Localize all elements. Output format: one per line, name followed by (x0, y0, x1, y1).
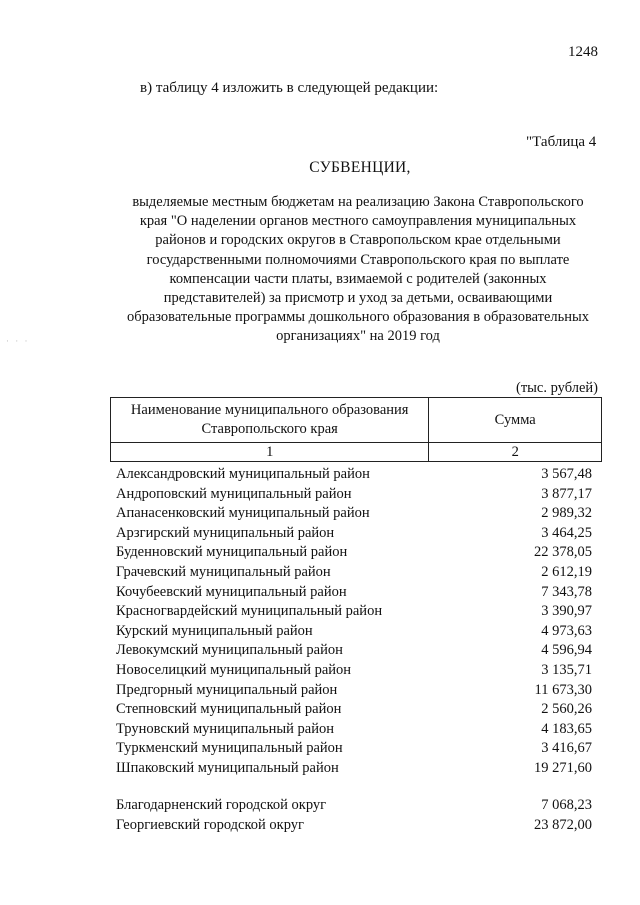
units-label: (тыс. рублей) (516, 380, 598, 396)
row-sum: 23 872,00 (534, 816, 592, 833)
subtitle-line: государственными полномочиями Ставропольского края по выплате (146, 251, 570, 268)
document-subtitle (110, 193, 606, 347)
row-sum: 3 464,25 (541, 524, 592, 541)
intro-text: в) таблицу 4 изложить в следующей редакции: (140, 80, 439, 96)
table-row (116, 563, 592, 583)
table-row (116, 465, 592, 485)
table-row (116, 485, 592, 505)
row-name: Красногвардейский муниципальный район (116, 603, 383, 620)
row-sum: 7 068,23 (541, 797, 592, 813)
subtitle-line: компенсации части платы, взимаемой с родителей (законных (169, 270, 547, 287)
row-name: Труновский муниципальный район (116, 720, 334, 737)
table-row (116, 796, 592, 816)
table-row (116, 622, 592, 642)
table-label: "Таблица 4 (526, 134, 597, 150)
row-sum: 22 378,05 (534, 544, 592, 561)
table-row (116, 661, 592, 681)
row-name: Предгорный муниципальный район (116, 681, 338, 698)
table-row (116, 739, 592, 759)
scan-margin-mark: · · · (6, 336, 30, 346)
row-name: Апанасенковский муниципальный район (116, 505, 370, 522)
page-number: 1248 (568, 44, 598, 60)
row-sum: 4 596,94 (541, 642, 592, 659)
row-name: Курский муниципальный район (116, 622, 313, 639)
row-sum: 3 567,48 (541, 466, 592, 482)
column-number-2: 2 (429, 443, 602, 462)
row-name: Грачевский муниципальный район (116, 563, 331, 580)
city-districts-list (116, 796, 592, 835)
document-title: СУБВЕНЦИИ, (309, 159, 411, 176)
row-name: Степновский муниципальный район (116, 701, 342, 718)
subtitle-line: организациях" на 2019 год (276, 328, 440, 345)
row-sum: 2 560,26 (541, 701, 592, 718)
row-name: Андроповский муниципальный район (116, 485, 352, 502)
table-row (116, 543, 592, 563)
row-sum: 3 390,97 (541, 603, 592, 620)
row-sum: 11 673,30 (534, 681, 592, 698)
row-name: Александровский муниципальный район (116, 466, 370, 482)
table-row (116, 524, 592, 544)
table-header (110, 397, 602, 462)
row-sum: 3 877,17 (541, 485, 592, 502)
row-sum: 4 183,65 (541, 720, 592, 737)
subtitle-line: представителей) за присмотр и уход за детьми, осваивающими (163, 290, 553, 307)
row-name: Георгиевский городской округ (116, 816, 304, 833)
column-number-1: 1 (111, 443, 429, 462)
table-row (116, 681, 592, 701)
row-name: Буденновский муниципальный район (116, 544, 348, 561)
row-name: Шпаковский муниципальный район (116, 759, 339, 776)
row-name: Кочубеевский муниципальный район (116, 583, 347, 600)
row-sum: 3 416,67 (541, 740, 592, 757)
table-row (116, 641, 592, 661)
table-row (116, 504, 592, 524)
row-name: Левокумский муниципальный район (116, 642, 343, 659)
subtitle-line: выделяемые местным бюджетам на реализацию Закона Ставропольского (132, 194, 584, 210)
table-row (116, 602, 592, 622)
table-row (116, 720, 592, 740)
districts-list (116, 465, 592, 779)
row-name: Туркменский муниципальный район (116, 740, 343, 757)
subtitle-line: образовательные программы дошкольного образования в образовательных (126, 309, 590, 326)
row-sum: 4 973,63 (541, 622, 592, 639)
table-row (116, 700, 592, 720)
row-sum: 2 612,19 (541, 563, 592, 580)
row-sum: 7 343,78 (541, 583, 592, 600)
header-sum-column: Сумма (429, 398, 602, 443)
table-row (116, 816, 592, 836)
header-name-column: Наименование муниципального образования Ставропольского края (111, 398, 429, 443)
row-name: Новоселицкий муниципальный район (116, 661, 352, 678)
row-sum: 3 135,71 (541, 661, 592, 678)
row-name: Благодарненский городской округ (116, 797, 327, 813)
row-sum: 19 271,60 (534, 759, 592, 776)
table-row (116, 759, 592, 779)
table-row (116, 583, 592, 603)
subtitle-line: края "О наделении органов местного самоуправления муниципальных (139, 213, 577, 230)
row-name: Арзгирский муниципальный район (116, 524, 335, 541)
row-sum: 2 989,32 (541, 505, 592, 522)
subtitle-line: районов и городских округов в Ставропольском крае отдельными (155, 232, 561, 249)
